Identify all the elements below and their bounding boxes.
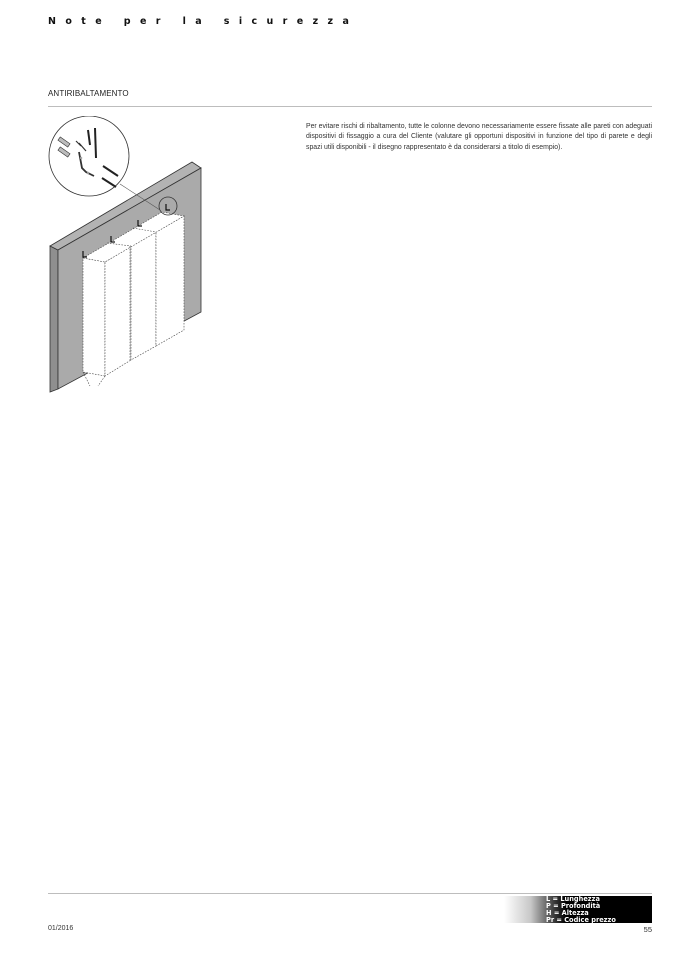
section-divider bbox=[48, 106, 652, 107]
footer-divider bbox=[48, 893, 652, 894]
footer-date: 01/2016 bbox=[48, 925, 74, 932]
section-heading: ANTIRIBALTAMENTO bbox=[48, 89, 129, 98]
legend-item-profondita: P = Profondità bbox=[546, 902, 601, 910]
legend-item-codice-prezzo: Pr = Codice prezzo bbox=[546, 916, 616, 924]
safety-note-paragraph: Per evitare rischi di ribaltamento, tutte le colonne devono necessariamente essere fissate alle pareti con adeguati dispositivi di fissaggio a cura del Cliente (valutare gli opportuni dispositivi in funzione del tipo di parete e degli spazi utili disponibili - il disegno rappresentato è da considerarsi a titolo di esempio). bbox=[306, 123, 652, 151]
legend-item-lunghezza: L = Lunghezza bbox=[546, 895, 600, 903]
abbreviation-legend bbox=[504, 896, 652, 923]
page-number: 55 bbox=[643, 925, 652, 934]
anti-tip-illustration bbox=[46, 116, 208, 396]
page-header-title: Note per la sicurezza bbox=[48, 16, 359, 27]
fixing-kit-detail bbox=[49, 116, 129, 196]
legend-item-altezza: H = Altezza bbox=[546, 909, 589, 917]
legend-list bbox=[546, 896, 616, 924]
